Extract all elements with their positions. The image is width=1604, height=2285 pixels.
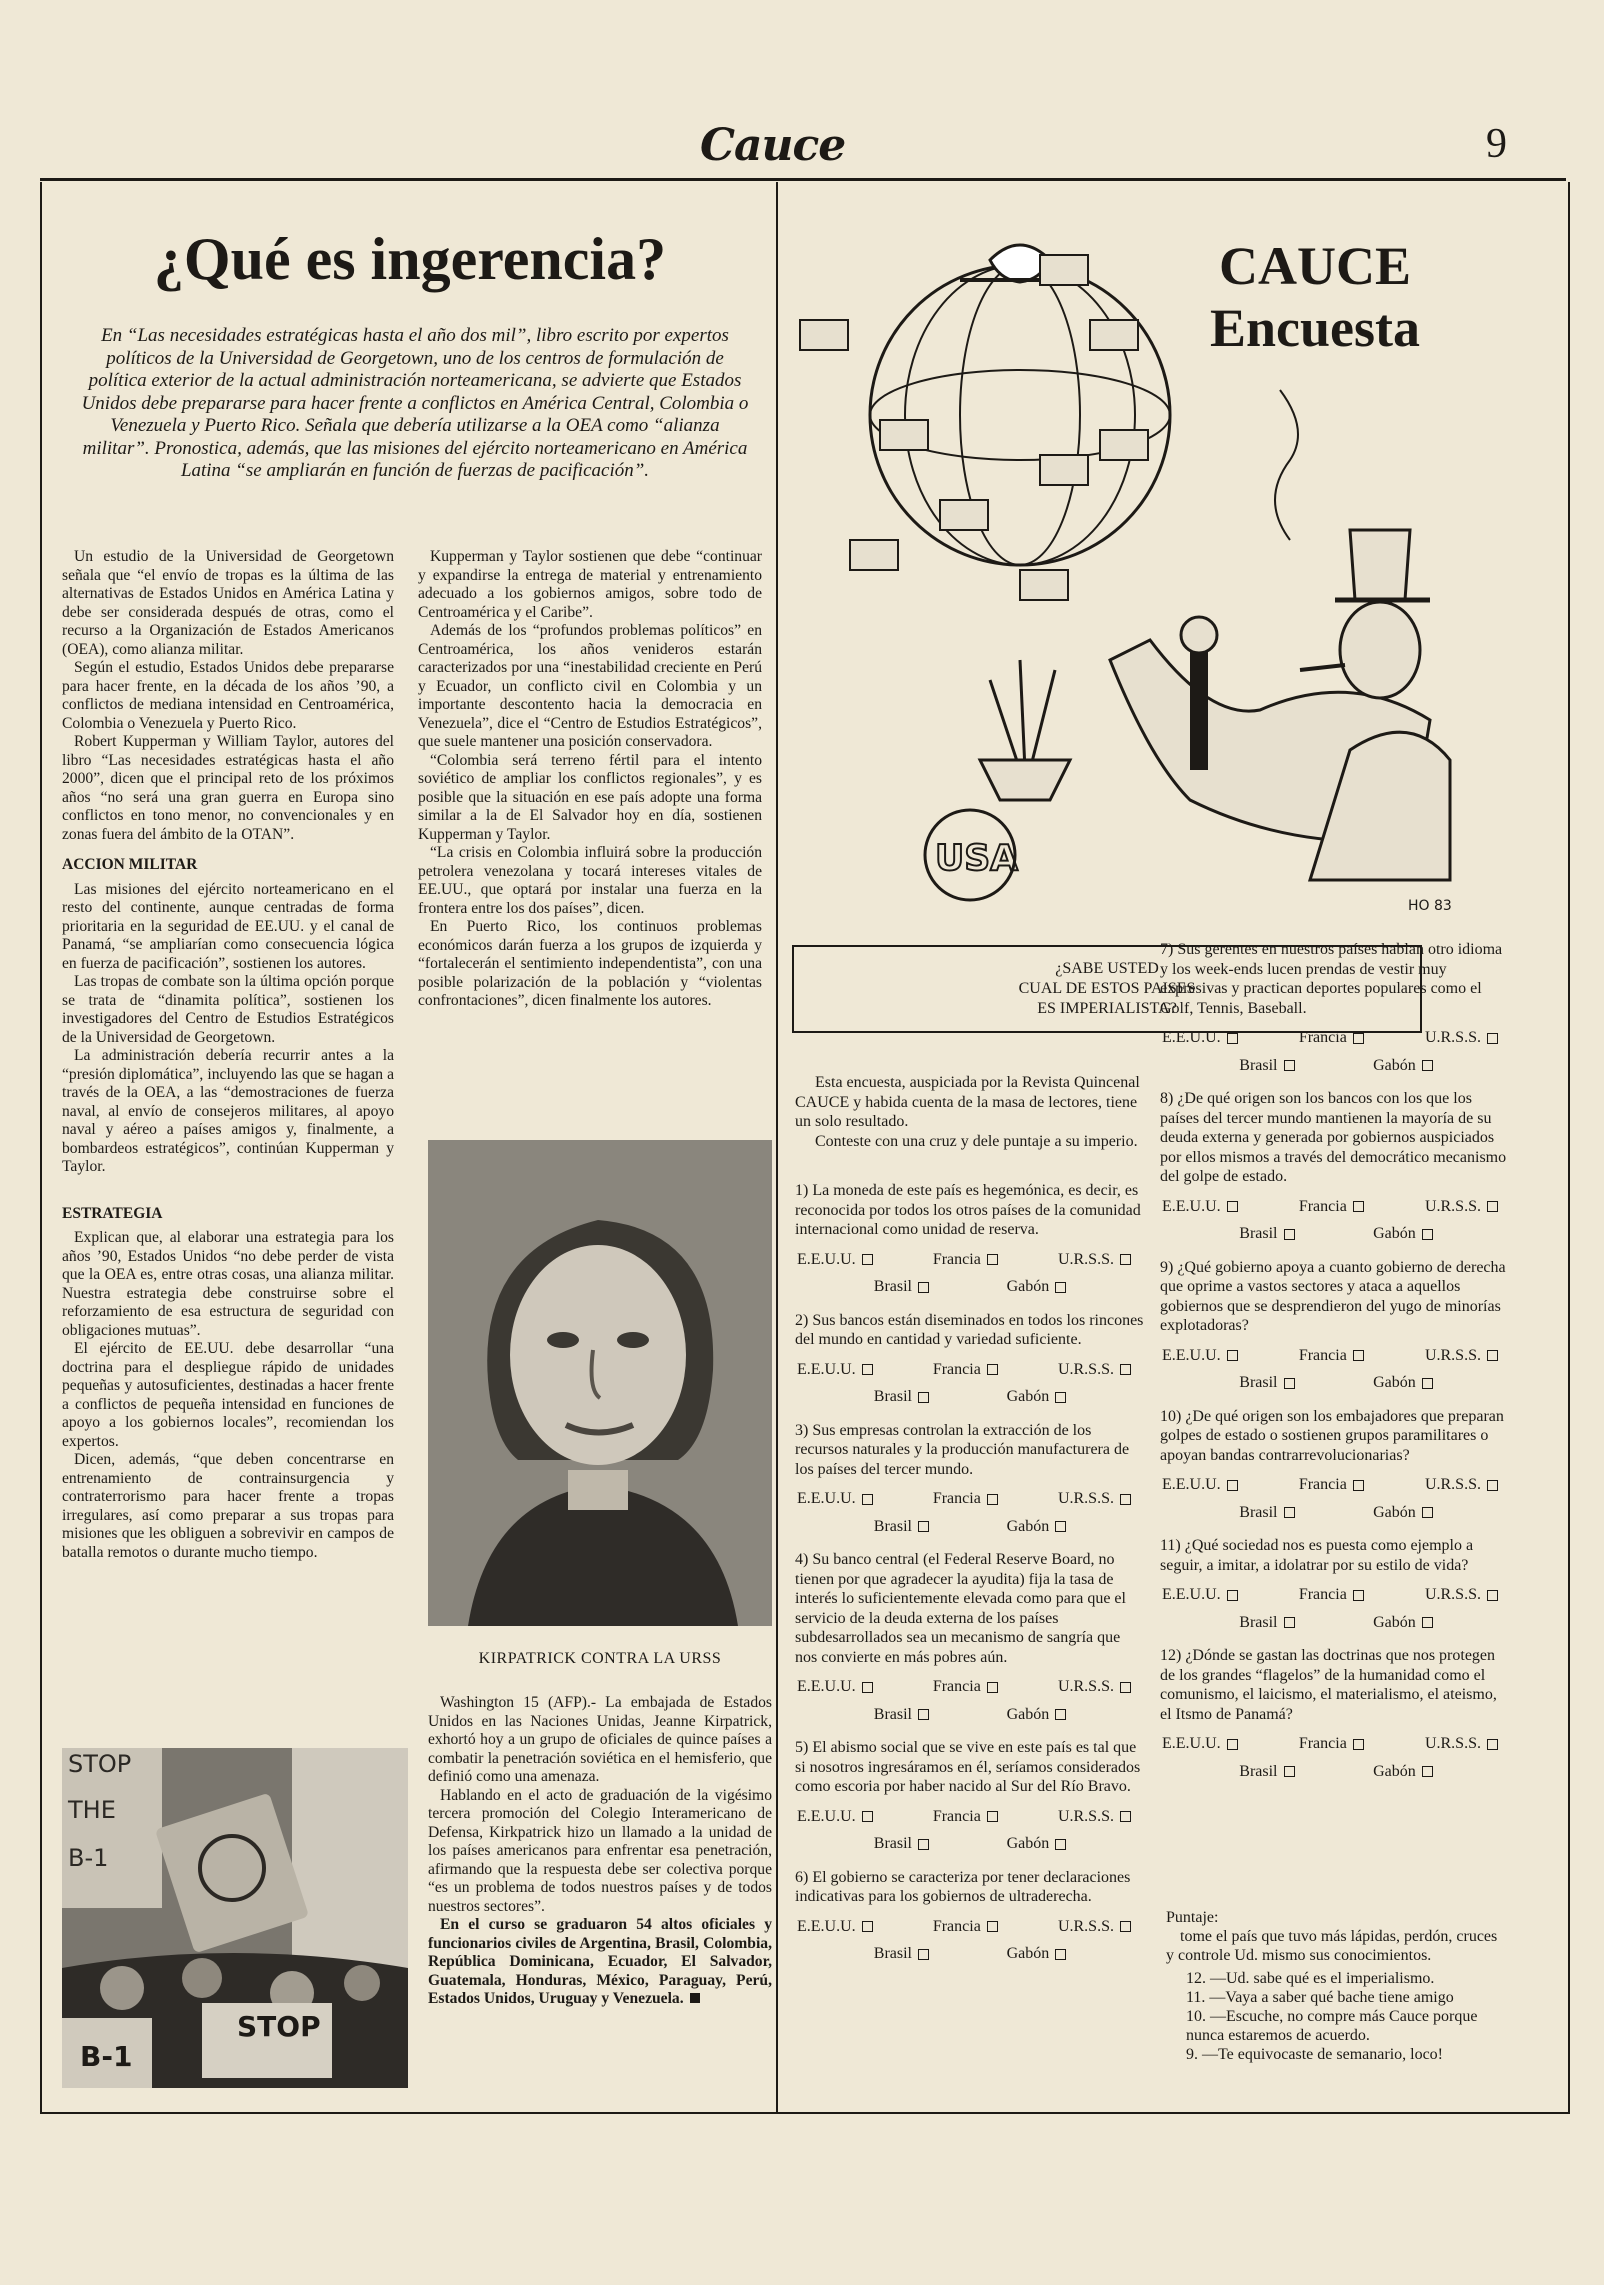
option-gabon[interactable]: [1007, 1387, 1067, 1407]
option-brasil[interactable]: [1239, 1503, 1294, 1523]
paragraph: Robert Kupperman y William Taylor, autores del libro “Las necesidades estratégicas hasta el año 2000”, dicen que el principal reto de los próximos años “no será una gran guerra en Europa sino conflictos en tono menor, no convencionales y en zonas fuera del ámbito de la OTAN”.: [62, 733, 394, 843]
question-text: 9) ¿Qué gobierno apoya a cuanto gobierno de derecha que oprime a vastos sectores y ataca a aquellos gobiernos que se desprendieron del yugo de minorías explotadoras?: [1160, 1258, 1506, 1334]
survey-question: [1160, 940, 1512, 1075]
option-label: U.R.S.S.: [1057, 1490, 1114, 1507]
article-headline: ¿Qué es ingerencia?: [153, 226, 667, 292]
option-label: Gabón: [1373, 1613, 1416, 1631]
option-eeuu[interactable]: [797, 1250, 873, 1270]
option-francia[interactable]: [1299, 1028, 1364, 1048]
paragraph: Dicen, además, “que deben concentrarse en entrenamiento de contrainsurgencia y contraterrorismo para hacer frente a tropas irregulares, así como preparar a sus tropas para misiones que les obliguen a sobrevivir en campos de batalla remotos o durante mucho tiempo.: [62, 1451, 394, 1561]
cartoon-signature: HO 83: [1408, 898, 1452, 914]
option-brasil[interactable]: [874, 1277, 929, 1297]
option-label: Gabón: [1006, 1517, 1050, 1535]
option-label: Gabón: [1373, 1503, 1416, 1521]
option-urss[interactable]: [1058, 1250, 1131, 1270]
checkbox[interactable]: [1120, 1494, 1131, 1505]
kirkpatrick-photo: [428, 1140, 772, 1626]
paragraph: La administración debería recurrir antes a la “presión diplomática”, incluyendo las que se hagan a través de la OEA, a las “demostraciones de fuerza naval, al envío de consejeros militares, al apoyo naval y aéreo a países amigos y, finalmente, a bombardeos estratégicos”, continúan Kupperman y Taylor.: [62, 1047, 394, 1175]
option-label: Gabón: [1006, 1278, 1050, 1295]
option-brasil[interactable]: [874, 1705, 929, 1725]
paragraph: Las misiones del ejército norteamericano en el resto del continente, aunque centradas de forma prioritaria en la seguridad de EE.UU. y el canal de Panamá, “se ampliarían como consecuencia lógica en fuerza de pacificación”, sostienen los autores.: [62, 880, 394, 972]
checkbox[interactable]: [862, 1811, 873, 1822]
survey-question: [795, 1868, 1145, 1964]
option-gabon[interactable]: [1007, 1517, 1067, 1537]
survey-column-2: [1160, 940, 1512, 1795]
survey-question: [1160, 1258, 1512, 1393]
option-brasil[interactable]: [1239, 1373, 1294, 1393]
question-text: 3) Sus empresas controlan la extracción de los recursos naturales y la producción manufacturera de los países del tercer mundo.: [795, 1421, 1130, 1478]
checkbox[interactable]: [1055, 1282, 1066, 1293]
option-urss[interactable]: [1425, 1197, 1498, 1217]
paragraph: Un estudio de la Universidad de Georgetown señala que “el envío de tropas es la última de las alternativas de Estados Unidos en América Latina y debe ser considerada después de otras, como el recurso a la Organización de Estados Americanos (OEA), como alianza militar.: [62, 548, 394, 658]
checkbox[interactable]: [862, 1494, 873, 1505]
checkbox[interactable]: [987, 1494, 998, 1505]
option-gabon[interactable]: [1007, 1944, 1067, 1964]
question-text: 6) El gobierno se caracteriza por tener declaraciones indicativas para los gobiernos de ultraderecha.: [795, 1868, 1131, 1905]
option-gabon[interactable]: [1007, 1277, 1067, 1297]
paragraph: Según el estudio, Estados Unidos debe prepararse para hacer frente, en la década de los años ’90, a conflictos de mediana intensidad en Centroamérica, Colombia o Venezuela y Puerto Rico.: [62, 659, 394, 732]
option-urss[interactable]: [1425, 1475, 1498, 1495]
option-label: U.R.S.S.: [1424, 1197, 1481, 1215]
option-brasil[interactable]: [874, 1944, 929, 1964]
question-text: 1) La moneda de este país es hegemónica, es decir, es reconocida por todos los otros países de la comunidad internacional como unidad de reserva.: [795, 1182, 1141, 1238]
paragraph: Kupperman y Taylor sostienen que debe “continuar y expandirse la entrega de material y entrenamiento adecuado a los gobiernos amigos, sobre todo de Centroamérica y el Caribe”.: [418, 548, 762, 621]
option-label: E.E.U.U.: [797, 1917, 856, 1935]
checkbox[interactable]: [987, 1254, 998, 1265]
option-gabon[interactable]: [1373, 1056, 1433, 1076]
option-label: Gabón: [1006, 1388, 1050, 1405]
checkbox[interactable]: [987, 1921, 998, 1932]
option-gabon[interactable]: [1373, 1613, 1433, 1633]
checkbox[interactable]: [1353, 1201, 1364, 1212]
option-francia[interactable]: [1299, 1734, 1364, 1754]
option-francia[interactable]: [1299, 1475, 1364, 1495]
option-label: Gabón: [1373, 1225, 1416, 1242]
option-label: Brasil: [1239, 1056, 1278, 1074]
option-eeuu[interactable]: [797, 1489, 873, 1509]
checkbox[interactable]: [1422, 1617, 1433, 1628]
option-eeuu[interactable]: [1162, 1197, 1238, 1217]
score-item: 12. —Ud. sabe qué es el imperialismo.: [1186, 1970, 1435, 1987]
question-text: 2) Sus bancos están diseminados en todos los rincones del mundo en cantidad y variedad suficiente.: [795, 1311, 1144, 1348]
option-eeuu[interactable]: [1162, 1028, 1238, 1048]
option-label: U.R.S.S.: [1057, 1360, 1114, 1378]
option-eeuu[interactable]: [1162, 1475, 1238, 1495]
option-label: U.R.S.S.: [1424, 1029, 1481, 1046]
checkbox[interactable]: [1120, 1254, 1131, 1265]
option-urss[interactable]: [1425, 1028, 1498, 1048]
paragraph: El ejército de EE.UU. debe desarrollar “una doctrina para el despliegue rápido de unidades pequeñas y autosuficientes, destinadas a hacer frente a conflictos de pequeña intensidad en funciones de apoyo a los gobiernos locales”, recomiendan los expertos.: [62, 1340, 394, 1450]
option-label: U.R.S.S.: [1424, 1476, 1481, 1493]
checkbox[interactable]: [1227, 1033, 1238, 1044]
option-label: Francia: [932, 1807, 981, 1825]
checkbox[interactable]: [1284, 1617, 1295, 1628]
paragraph: Hablando en el acto de graduación de la vigésimo tercera promoción del Colegio Interamericano de Defensa, Kirkpatrick hizo un llamado a la unidad de los países americanos para enfrentar esa penetración, afirmando que la respuesta debe ser colectiva porque “es un problema de todos nuestros países y de todos nuestros sectores”.: [428, 1786, 772, 1915]
option-urss[interactable]: [1425, 1734, 1498, 1754]
end-mark: [690, 1993, 700, 2003]
option-eeuu[interactable]: [797, 1807, 873, 1827]
checkbox[interactable]: [1284, 1507, 1295, 1518]
option-label: U.R.S.S.: [1057, 1250, 1114, 1268]
option-label: Brasil: [1239, 1225, 1278, 1242]
paragraph: “Colombia será terreno fértil para el intento soviético de ampliar los conflictos regionales”, y es posible que la situación en ese país adopte una forma similar a la de El Salvador hoy en día, sostienen Kupperman y Taylor.: [418, 751, 762, 843]
checkbox[interactable]: [1120, 1921, 1131, 1932]
option-label: Francia: [932, 1917, 981, 1935]
checkbox[interactable]: [1055, 1839, 1066, 1850]
checkbox[interactable]: [1227, 1480, 1238, 1491]
option-francia[interactable]: [933, 1489, 998, 1509]
checkbox[interactable]: [1353, 1480, 1364, 1491]
option-label: Francia: [1298, 1346, 1347, 1364]
checkbox[interactable]: [1487, 1350, 1498, 1361]
option-label: U.R.S.S.: [1424, 1735, 1481, 1752]
option-brasil[interactable]: [1239, 1056, 1294, 1076]
option-label: Francia: [1298, 1476, 1347, 1493]
checkbox[interactable]: [1120, 1811, 1131, 1822]
survey-instructions: Conteste con una cruz y dele puntaje a su imperio.: [815, 1132, 1138, 1150]
paragraph: En Puerto Rico, los continuos problemas económicos darán fuerza a los grupos de izquierda y “fortalecerán el sentimiento independentista”, con una posible polarización de la población y “violentas confrontaciones”, dicen finalmente los autores.: [418, 918, 762, 1009]
option-label: U.R.S.S.: [1424, 1346, 1481, 1364]
option-urss[interactable]: [1058, 1917, 1131, 1937]
option-gabon[interactable]: [1373, 1373, 1433, 1393]
question-text: 8) ¿De qué origen son los bancos con los que los países del tercer mundo mantienen la mayoría de su deuda externa y generada por gobiernos auspiciados por ellos mismos a través del democrático mecanismo del golpe de estado.: [1160, 1090, 1507, 1185]
score-item: 10. —Escuche, no compre más Cauce porque nunca estaremos de acuerdo.: [1186, 2008, 1478, 2044]
checkbox[interactable]: [862, 1921, 873, 1932]
option-label: Gabón: [1006, 1705, 1050, 1723]
cartoon-usa-label: USA: [935, 838, 1019, 879]
scoring-text: tome el país que tuvo más lápidas, perdón, cruces y controle Ud. mismo sus conocimientos.: [1166, 1928, 1498, 1964]
sign-text: B-1: [80, 2040, 133, 2073]
checkbox[interactable]: [1227, 1350, 1238, 1361]
sign-text: B-1: [68, 1844, 109, 1872]
option-label: Gabón: [1006, 1945, 1050, 1962]
option-label: Francia: [1298, 1197, 1347, 1215]
option-label: Brasil: [873, 1517, 912, 1535]
option-label: E.E.U.U.: [1162, 1029, 1221, 1046]
question-text: 10) ¿De qué origen son los embajadores que preparan golpes de estado o sostienen grupos paramilitares o apoyan bandas contrarrevolucionarias?: [1160, 1407, 1504, 1464]
subheading: ACCION MILITAR: [62, 856, 198, 873]
photo-caption: KIRPATRICK CONTRA LA URSS: [478, 1650, 722, 1667]
option-francia[interactable]: [1299, 1585, 1364, 1605]
option-label: Francia: [932, 1250, 981, 1268]
checkbox[interactable]: [1120, 1682, 1131, 1693]
checkbox[interactable]: [1487, 1033, 1498, 1044]
checkbox[interactable]: [1227, 1201, 1238, 1212]
option-label: Francia: [932, 1490, 981, 1507]
checkbox[interactable]: [862, 1682, 873, 1693]
column-divider: [776, 182, 778, 2112]
paragraph: Además de los “profundos problemas políticos” en Centroamérica, los años venideros estarán caracterizados por una “inestabilidad creciente en Perú y Ecuador, un conflicto civil en Colombia y un importante descontento hacia la democracia en Venezuela”, dice el “Centro de Estudios Estratégicos”, que suele mantener una posición conservadora.: [418, 622, 762, 750]
question-text: 4) Su banco central (el Federal Reserve Board, no tienen por que agradecer la ayudita) fija la tasa de interés lo suficientemente elevada como para que el servicio de la deuda externa de los países subdesarrollados sea un mecanismo de sangría que nos convierte en más pobres aún.: [795, 1551, 1126, 1666]
sign-text: STOP: [68, 1750, 132, 1778]
questions-a: [795, 1181, 1145, 1964]
survey-question: [795, 1181, 1145, 1297]
option-urss[interactable]: [1058, 1489, 1131, 1509]
option-gabon[interactable]: [1373, 1503, 1433, 1523]
paragraph: Las tropas de combate son la última opción porque se trata de “dinamita política”, sostienen los investigadores del Centro de Estudios Estratégicos de la Universidad de Georgetown.: [62, 973, 394, 1046]
checkbox[interactable]: [918, 1949, 929, 1960]
option-eeuu[interactable]: [797, 1677, 873, 1697]
option-eeuu[interactable]: [797, 1917, 873, 1937]
option-gabon[interactable]: [1007, 1834, 1067, 1854]
option-label: Francia: [932, 1678, 981, 1695]
option-gabon[interactable]: [1007, 1705, 1067, 1725]
score-item: 9. —Te equivocaste de semanario, loco!: [1186, 2046, 1444, 2063]
option-label: E.E.U.U.: [797, 1807, 856, 1825]
option-urss[interactable]: [1058, 1807, 1131, 1827]
article-column-1: [62, 548, 394, 1562]
survey-question: [795, 1311, 1145, 1407]
protest-photo: [62, 1748, 408, 2088]
option-brasil[interactable]: [1239, 1613, 1294, 1633]
option-label: Francia: [932, 1360, 981, 1378]
option-urss[interactable]: [1058, 1677, 1131, 1697]
scoring-section: [1166, 1908, 1506, 2064]
option-label: Brasil: [1239, 1762, 1278, 1780]
paragraph: Washington 15 (AFP).- La embajada de Estados Unidos en las Naciones Unidas, Jeanne Kirpatrick, exhortó hoy a un grupo de oficiales de quince países a combatir la penetración soviética en el hemisferio, que definió como una amenaza.: [428, 1694, 772, 1785]
checkbox[interactable]: [987, 1811, 998, 1822]
option-gabon[interactable]: [1373, 1224, 1433, 1244]
option-label: Brasil: [1239, 1374, 1278, 1391]
option-brasil[interactable]: [874, 1387, 929, 1407]
option-label: Gabón: [1006, 1835, 1050, 1852]
survey-question: [1160, 1407, 1512, 1523]
checkbox[interactable]: [1284, 1766, 1295, 1777]
score-item: 11. —Vaya a saber qué bache tiene amigo: [1186, 1989, 1454, 2006]
checkbox[interactable]: [987, 1364, 998, 1375]
checkbox[interactable]: [1353, 1033, 1364, 1044]
option-label: U.R.S.S.: [1057, 1807, 1114, 1825]
checkbox[interactable]: [918, 1839, 929, 1850]
option-label: U.R.S.S.: [1057, 1917, 1114, 1935]
checkbox[interactable]: [1422, 1766, 1433, 1777]
option-label: Francia: [1298, 1029, 1347, 1046]
checkbox[interactable]: [1227, 1590, 1238, 1601]
page-number: 9: [1486, 121, 1507, 167]
checkbox[interactable]: [1055, 1949, 1066, 1960]
option-label: Francia: [1298, 1735, 1347, 1752]
option-eeuu[interactable]: [1162, 1346, 1238, 1366]
option-label: Brasil: [873, 1945, 912, 1962]
masthead: Cauce: [700, 120, 846, 171]
survey-column-1: [795, 1073, 1145, 1978]
checkbox[interactable]: [1120, 1364, 1131, 1375]
scoring-title: Puntaje:: [1166, 1909, 1219, 1926]
option-label: Brasil: [873, 1835, 912, 1852]
sign-text: STOP: [237, 2010, 321, 2043]
option-urss[interactable]: [1425, 1346, 1498, 1366]
checkbox[interactable]: [1284, 1378, 1295, 1389]
article-column-2: [418, 548, 762, 1011]
checkbox[interactable]: [1422, 1229, 1433, 1240]
checkbox[interactable]: [918, 1709, 929, 1720]
option-label: E.E.U.U.: [797, 1490, 856, 1507]
checkbox[interactable]: [1055, 1521, 1066, 1532]
option-urss[interactable]: [1058, 1360, 1131, 1380]
option-brasil[interactable]: [874, 1517, 929, 1537]
checkbox[interactable]: [1422, 1378, 1433, 1389]
option-eeuu[interactable]: [1162, 1734, 1238, 1754]
question-text: 5) El abismo social que se vive en este país es tal que si nosotros ingresáramos en él, seríamos considerados como escoria por haber nacido al Sur del Río Bravo.: [795, 1739, 1141, 1795]
scoring-list: [1166, 1969, 1506, 2064]
portrait-illustration: [428, 1140, 772, 1626]
option-label: E.E.U.U.: [1162, 1197, 1221, 1215]
paragraph: “La crisis en Colombia influirá sobre la producción petrolera venezolana y tocará intereses vitales de EE.UU., que optará por instalar una fuerza en la frontera entre los dos países”, dicen.: [418, 844, 762, 917]
option-francia[interactable]: [933, 1807, 998, 1827]
option-label: Gabón: [1373, 1762, 1416, 1780]
survey-intro: Esta encuesta, auspiciada por la Revista Quincenal CAUCE y habida cuenta de la masa de lectores, tiene un solo resultado.: [795, 1074, 1140, 1130]
option-label: E.E.U.U.: [797, 1678, 856, 1695]
option-label: Brasil: [1239, 1613, 1278, 1631]
checkbox[interactable]: [1487, 1480, 1498, 1491]
sign-text: THE: [68, 1796, 116, 1824]
option-francia[interactable]: [933, 1677, 998, 1697]
cartoon-illustration: [790, 240, 1470, 930]
checkbox[interactable]: [1284, 1229, 1295, 1240]
checkbox[interactable]: [1487, 1739, 1498, 1750]
survey-question: [1160, 1646, 1512, 1781]
option-label: E.E.U.U.: [1162, 1476, 1221, 1493]
top-rule: [40, 178, 1566, 181]
option-francia[interactable]: [1299, 1346, 1364, 1366]
survey-question: [795, 1421, 1145, 1537]
checkbox[interactable]: [1487, 1201, 1498, 1212]
option-francia[interactable]: [933, 1250, 998, 1270]
paragraph: En el curso se graduaron 54 altos oficiales y funcionarios civiles de Argentina, Brasil, Colombia, República Dominicana, Ecuador, El Salvador, Guatemala, Honduras, México, Paraguay, Perú, Estados Unidos, Uruguay y Venezuela.: [428, 1916, 772, 2007]
option-label: Gabón: [1373, 1056, 1416, 1074]
checkbox[interactable]: [1353, 1590, 1364, 1601]
checkbox[interactable]: [1055, 1709, 1066, 1720]
option-brasil[interactable]: [1239, 1224, 1294, 1244]
option-eeuu[interactable]: [1162, 1585, 1238, 1605]
option-francia[interactable]: [933, 1360, 998, 1380]
option-label: E.E.U.U.: [797, 1250, 856, 1268]
option-brasil[interactable]: [874, 1834, 929, 1854]
checkbox[interactable]: [1055, 1392, 1066, 1403]
option-label: Brasil: [873, 1705, 912, 1723]
option-label: Francia: [1298, 1586, 1347, 1603]
checkbox[interactable]: [1353, 1739, 1364, 1750]
option-label: E.E.U.U.: [797, 1360, 856, 1378]
option-gabon[interactable]: [1373, 1762, 1433, 1782]
article-intro: En “Las necesidades estratégicas hasta el año dos mil”, libro escrito por expertos políticos de la Universidad de Georgetown, uno de los centros de formulación de política exterior de la actual administración norteamericana, se advierte que Estados Unidos debe prepararse para hacer frente a conflictos en América Central, Colombia o Venezuela y Puerto Rico. Señala que debería utilizarse a la OEA como “alianza militar”. Pronostica, además, que las misiones del ejército norteamericano en América Latina “se ampliarán en función de fuerzas de pacificación”.: [81, 325, 749, 481]
option-urss[interactable]: [1425, 1585, 1498, 1605]
question-text: 12) ¿Dónde se gastan las doctrinas que nos protegen de los grandes “flagelos” de la humanidad como el comunismo, el laicismo, el materialismo, el ateismo, el Itsmo de Panamá?: [1160, 1647, 1497, 1723]
option-francia[interactable]: [1299, 1197, 1364, 1217]
checkbox[interactable]: [918, 1392, 929, 1403]
checkbox[interactable]: [918, 1282, 929, 1293]
article-column-2b: [428, 1694, 772, 2009]
option-label: Brasil: [873, 1278, 912, 1295]
checkbox[interactable]: [1422, 1507, 1433, 1518]
checkbox[interactable]: [862, 1364, 873, 1375]
checkbox[interactable]: [1284, 1060, 1295, 1071]
option-label: Brasil: [873, 1388, 912, 1405]
question-text: 11) ¿Qué sociedad nos es puesta como ejemplo a seguir, a imitar, a idolatrar por su estilo de vida?: [1160, 1537, 1474, 1574]
option-francia[interactable]: [933, 1917, 998, 1937]
survey-question-text: ¿SABE USTED CUAL DE ESTOS PAISES ES IMPERIALISTA?: [1018, 960, 1196, 1017]
survey-question: [795, 1738, 1145, 1854]
checkbox[interactable]: [1422, 1060, 1433, 1071]
option-label: Brasil: [1239, 1503, 1278, 1521]
survey-question: [1160, 1536, 1512, 1632]
survey-question: [795, 1550, 1145, 1724]
survey-question: [1160, 1089, 1512, 1244]
option-label: U.R.S.S.: [1057, 1678, 1114, 1695]
subheading: ESTRATEGIA: [62, 1204, 163, 1222]
checkbox[interactable]: [1227, 1739, 1238, 1750]
question-text: 7) Sus gerentes en nuestros países hablan otro idioma y los week-ends lucen prendas de vestir muy expresivas y practican deportes populares como el Golf, Tennis, Baseball.: [1160, 941, 1503, 1017]
survey-title-line-1: CAUCE: [1218, 236, 1411, 296]
checkbox[interactable]: [862, 1254, 873, 1265]
paragraph: Explican que, al elaborar una estrategia para los años ’90, Estados Unidos “no debe perder de vista que la OEA es, entre otras cosas, una alianza militar. Nuestra estrategia debe construirse sobre el reforzamiento de esa estructura de seguridad con obligaciones mutuas”.: [62, 1229, 394, 1339]
option-label: U.R.S.S.: [1424, 1586, 1481, 1603]
option-brasil[interactable]: [1239, 1762, 1294, 1782]
checkbox[interactable]: [918, 1521, 929, 1532]
checkbox[interactable]: [1353, 1350, 1364, 1361]
option-eeuu[interactable]: [797, 1360, 873, 1380]
checkbox[interactable]: [987, 1682, 998, 1693]
checkbox[interactable]: [1487, 1590, 1498, 1601]
option-label: E.E.U.U.: [1162, 1586, 1221, 1603]
questions-b: [1160, 940, 1512, 1781]
option-label: Gabón: [1373, 1374, 1416, 1391]
option-label: E.E.U.U.: [1162, 1735, 1221, 1752]
option-label: E.E.U.U.: [1162, 1346, 1221, 1364]
survey-title-line-2: Encuesta: [1209, 298, 1420, 358]
